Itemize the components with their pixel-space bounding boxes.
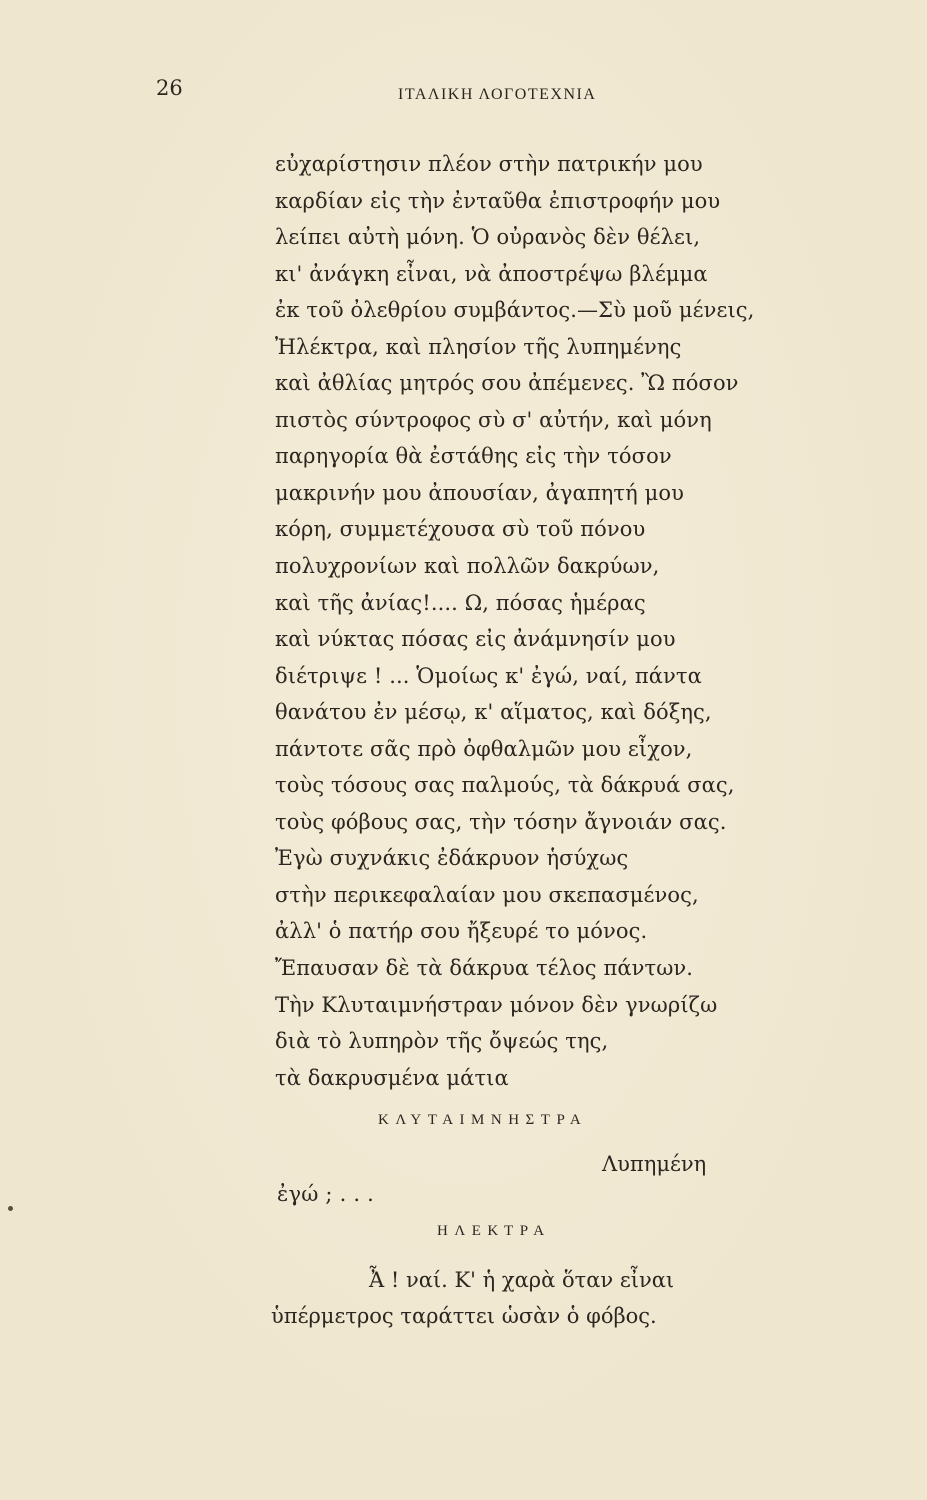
verse-line: στὴν περικεφαλαίαν μου σκεπασμένος,: [275, 882, 699, 907]
verse-line: κι' ἀνάγκη εἶναι, νὰ ἀποστρέψω βλέμμα: [275, 261, 708, 286]
verse-line: πολυχρονίων καὶ πολλῶν δακρύων,: [275, 554, 660, 579]
verse-line: ἐκ τοῦ ὀλεθρίου συμβάντος.—Σὺ μοῦ μένεις,: [275, 298, 755, 323]
speech-line: ὑπέρμετρος ταράττει ὡσὰν ὁ φόβος.: [271, 1304, 657, 1328]
verse-block: [275, 146, 835, 1096]
running-head: ΙΤΑΛΙΚΗ ΛΟΓΟΤΕΧΝΙΑ: [398, 86, 597, 103]
speech-line-indented: Λυπημένη: [602, 1152, 707, 1176]
verse-line: θανάτου ἐν μέσῳ, κ' αἵματος, καὶ δόξης,: [275, 700, 712, 725]
verse-line: διὰ τὸ λυπηρὸν τῆς ὄψεώς της,: [275, 1029, 609, 1054]
verse-line: λείπει αὐτὴ μόνη. Ὁ οὐρανὸς δὲν θέλει,: [275, 225, 701, 250]
verse-line: μακρινήν μου ἀπουσίαν, ἀγαπητή μου: [275, 480, 684, 505]
verse-line: καρδίαν εἰς τὴν ἐνταῦθα ἐπιστροφήν μου: [275, 188, 721, 213]
verse-line: τὰ δακρυσμένα μάτια: [275, 1065, 509, 1090]
verse-line: τοὺς τόσους σας παλμούς, τὰ δάκρυά σας,: [275, 773, 735, 798]
verse-line: πιστὸς σύντροφος σὺ σ' αὐτήν, καὶ μόνη: [275, 407, 712, 432]
verse-line: Τὴν Κλυταιμνήστραν μόνον δὲν γνωρίζω: [275, 992, 718, 1017]
verse-line: καὶ τῆς ἀνίας!.... Ω, πόσας ἡμέρας: [275, 590, 646, 615]
verse-line: καὶ νύκτας πόσας εἰς ἀνάμνησίν μου: [275, 627, 676, 652]
speech-line: ἐγώ ; . . .: [277, 1182, 374, 1206]
verse-line: Ἐγὼ συχνάκις ἐδάκρυον ἡσύχως: [275, 846, 629, 871]
verse-line: καὶ ἀθλίας μητρός σου ἀπέμενες. Ὢ πόσον: [275, 371, 739, 396]
verse-line: Ἔπαυσαν δὲ τὰ δάκρυα τέλος πάντων.: [275, 956, 694, 981]
margin-mark: [8, 1206, 13, 1211]
verse-line: διέτριψε ! ... Ὁμοίως κ' ἐγώ, ναί, πάντα: [275, 663, 702, 688]
verse-line: κόρη, συμμετέχουσα σὺ τοῦ πόνου: [275, 517, 646, 542]
page-number: 26: [156, 76, 183, 100]
verse-line: πάντοτε σᾶς πρὸ ὀφθαλμῶν μου εἶχον,: [275, 736, 693, 761]
speaker-name-clytemnestra: ΚΛΥΤΑΙΜΝΗΣΤΡΑ: [378, 1112, 588, 1128]
verse-line: εὐχαρίστησιν πλέον στὴν πατρικήν μου: [275, 152, 703, 176]
verse-line: Ἠλέκτρα, καὶ πλησίον τῆς λυπημένης: [275, 334, 682, 359]
speaker-name-electra: ΗΛΕΚΤΡΑ: [437, 1223, 551, 1239]
verse-line: ἀλλ' ὁ πατήρ σου ἤξευρέ το μόνος.: [275, 919, 648, 944]
verse-line: παρηγορία θὰ ἐστάθης εἰς τὴν τόσον: [275, 444, 672, 469]
verse-line: τοὺς φόβους σας, τὴν τόσην ἄγνοιάν σας.: [275, 809, 727, 834]
speech-line: Ἆ ! ναί. Κ' ἡ χαρὰ ὅταν εἶναι: [369, 1268, 675, 1292]
